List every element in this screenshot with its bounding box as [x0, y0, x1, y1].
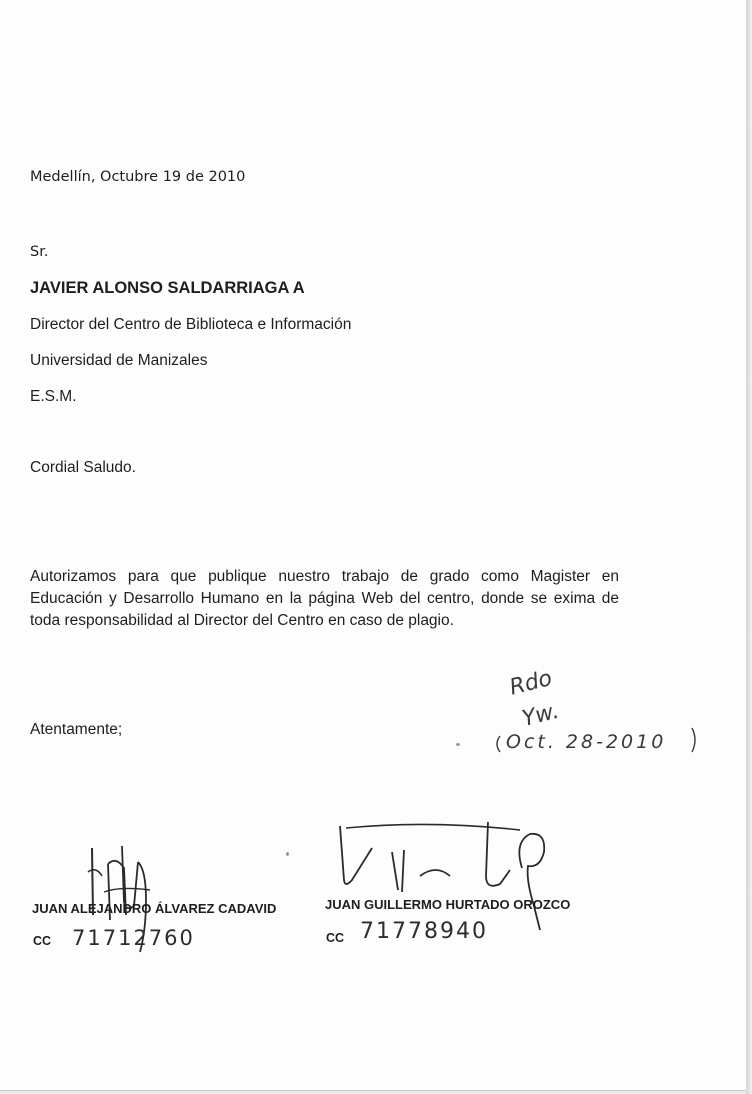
greeting: Cordial Saludo.: [30, 459, 136, 476]
signatory-2-id-number: 71778940: [360, 919, 488, 944]
recipient-institution: Universidad de Manizales: [30, 352, 208, 369]
scan-edge: [746, 0, 752, 1094]
recipient-abbrev: E.S.M.: [30, 388, 77, 405]
signatory-1-name: JUAN ALEJANDRO ÁLVAREZ CADAVID: [32, 901, 277, 916]
signatory-2-id-label: CC: [326, 931, 345, 945]
signatory-1-id-number: 71712760: [72, 926, 195, 950]
letter-body: Autorizamos para que publique nuestro trabajo de grado como Magister en Educación y Desarrollo Humano en la página Web del centro, donde se exima de toda responsabilidad al Director del Centro en caso de plagio.: [30, 568, 619, 629]
scan-speck: [286, 852, 289, 856]
letter-date: Medellín, Octubre 19 de 2010: [30, 169, 246, 185]
scan-speck: [456, 743, 460, 746]
closing: Atentamente;: [30, 721, 123, 738]
recipient-position: Director del Centro de Biblioteca e Información: [30, 316, 352, 333]
receipt-note-line2: Yw.: [519, 698, 562, 732]
salutation-title: Sr.: [30, 244, 49, 260]
signatory-1-id-label: CC: [33, 934, 52, 948]
receipt-note-line1: Rdo: [507, 665, 555, 701]
recipient-name: JAVIER ALONSO SALDARRIAGA A: [30, 279, 305, 297]
receipt-note-line3: Oct. 28-2010: [506, 731, 667, 753]
signatory-2-name: JUAN GUILLERMO HURTADO OROZCO: [325, 897, 571, 912]
